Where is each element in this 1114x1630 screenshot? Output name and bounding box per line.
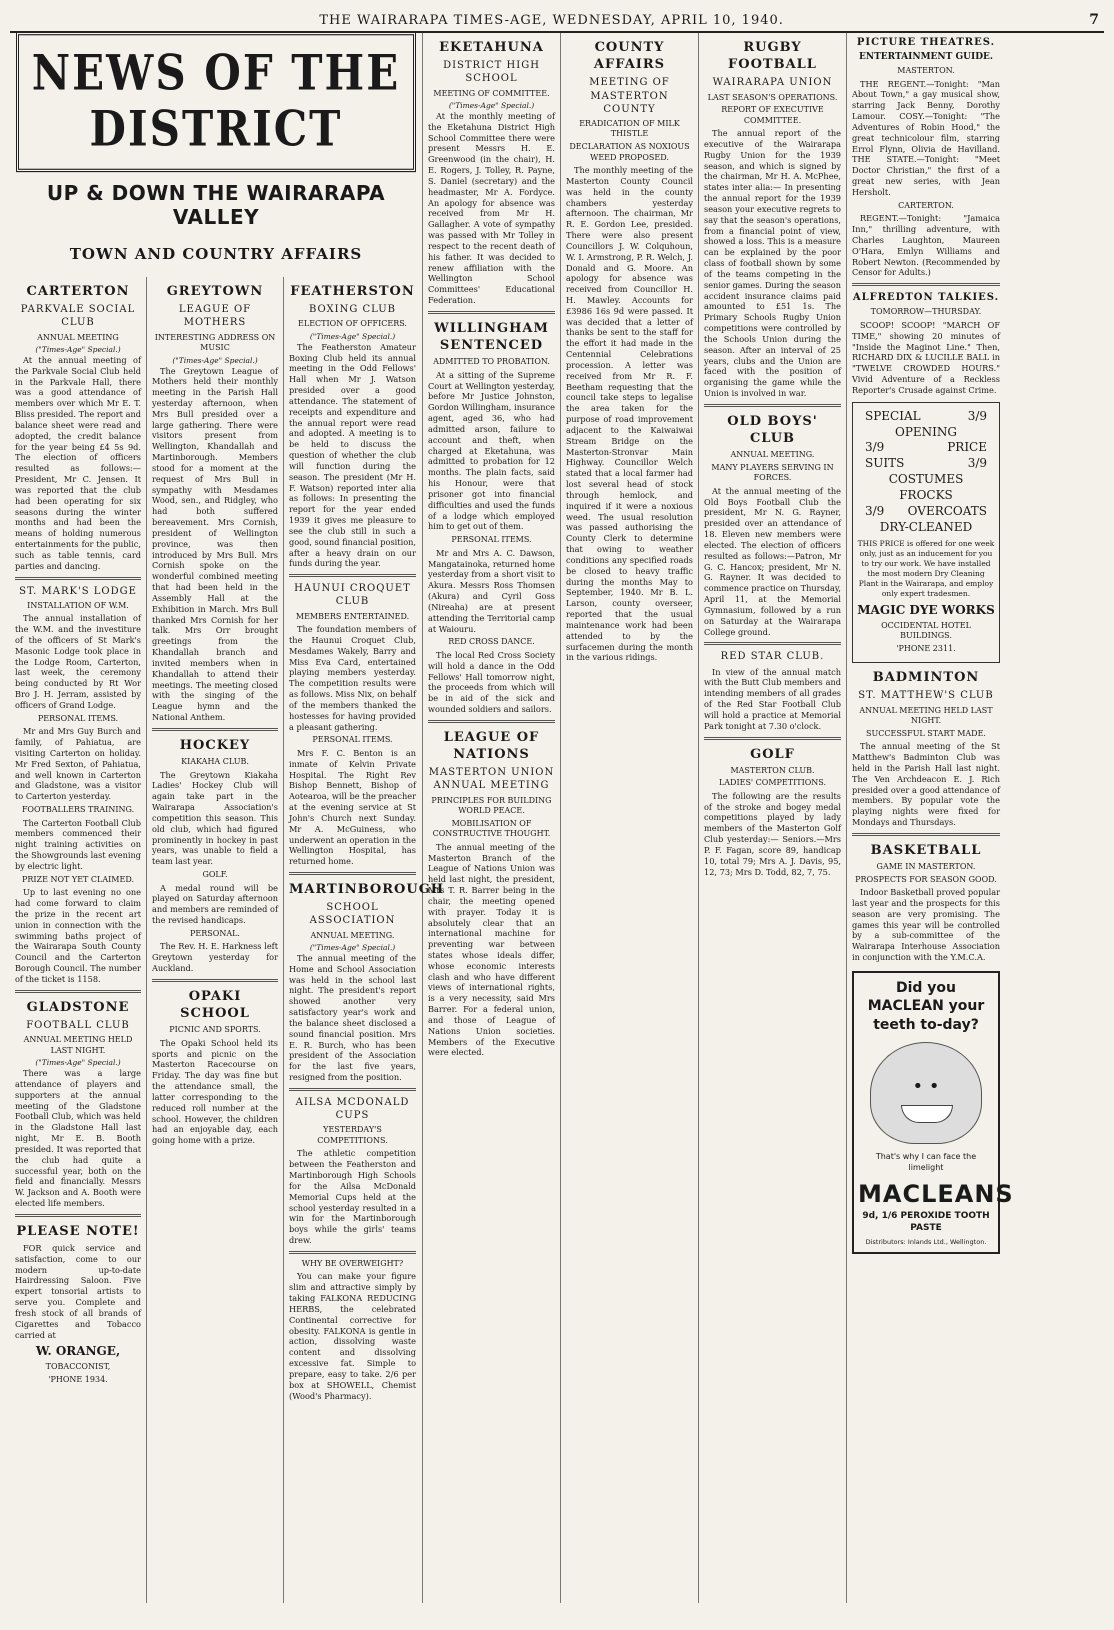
article-subhead: WAIRARAPA UNION (712, 77, 833, 89)
article-subhead: ST. MATTHEW'S CLUB (858, 690, 994, 702)
ad-price: 3/9 (865, 440, 885, 455)
article-headline: PICTURE THEATRES. (856, 37, 996, 48)
article-headline: GOLF (750, 746, 795, 762)
district-news-block (10, 33, 445, 1603)
article-headline: OLD BOYS' CLUB (727, 413, 818, 446)
article-headline: LEAGUE OF NATIONS (443, 729, 540, 762)
article-body: The Greytown Kiakaha Ladies' Hockey Club will again take part in the Wairarapa Association's competition this season. This old club, which had figured prominently in hockey in past years, was unable to field a team last year. (152, 769, 278, 867)
article-subhead: ADMITTED TO PROBATION. (433, 357, 550, 367)
article-headline: HOCKEY (179, 737, 251, 753)
ad-phone: 'PHONE 2311. (896, 643, 956, 653)
article-subhead: GAME IN MASTERTON. (876, 861, 976, 871)
entertainment-column (847, 33, 1014, 1603)
article-headline: HAUNUI CROQUET CLUB (294, 583, 411, 608)
article-body: In view of the annual match with the Butt Club members and intending members of all grades of the Red Star Football Club will hold a practice at Memorial Park tonight at 7.30 o'clock. (704, 666, 841, 731)
place-heading: CARTERTON (26, 284, 130, 299)
article-subhead: ANNUAL MEETING (37, 332, 119, 342)
article-body: SCOOP! SCOOP! "MARCH OF TIME," showing 20 minutes of "Inside the Maginot Line." Then, RICHARD DIX & LUCILLE BALL in "TWELVE CROWDED HOURS." Vivid Adventure of a Reckless Reporter's Crusade against Crime. (852, 319, 1000, 395)
banner-subtitle: UP & DOWN THE WAIRARAPA VALLEY (46, 181, 386, 229)
article-body: The Rev. H. E. Harkness left Greytown yesterday for Auckland. (152, 941, 278, 974)
item-heading: PRIZE NOT YET CLAIMED. (21, 874, 135, 884)
article-subhead: PICNIC AND SPORTS. (169, 1025, 261, 1035)
article-subhead: INTERESTING ADDRESS ON MUSIC (154, 332, 276, 353)
article-headline: FOOTBALL CLUB (26, 1019, 130, 1031)
ad-item: COSTUMES (888, 472, 964, 487)
article-subhead: TOMORROW—THURSDAY. (870, 307, 982, 317)
article-headline: COUNTY AFFAIRS (593, 40, 666, 73)
ad-brand: MACLEANS (858, 1180, 1014, 1209)
article-subhead: YESTERDAY'S COMPETITIONS. (317, 1125, 388, 1145)
ad-address: OCCIDENTAL HOTEL BUILDINGS. (881, 620, 971, 641)
byline: ("Times-Age" Special.) (35, 345, 121, 355)
rugby-column (699, 33, 847, 1603)
article-subhead: LADIES' COMPETITIONS. (718, 778, 827, 788)
ad-item: OVERCOATS (907, 503, 987, 518)
article-body: The annual meeting of the Masterton Branch of the League of Nations Union was held last night, the president, Mrs T. R. Barrer being in the chair, the meeting opened with prayer. Today it is absolutely clear that an international machine for preventing war between states whose ideals differ, whose economic interests clash and who have different views of international rights, is a very necessity, said Mrs Barrer. For a federal union, and those of League of Nations Union societies. Members of the Executive were elected. (428, 841, 555, 1058)
article-subhead: ERADICATION OF MILK THISTLE (579, 118, 680, 139)
article-body: Mr and Mrs Guy Burch and family, of Pahiatua, are visiting Carterton on holiday. Mr Fred Sexton, of Pahiatua, and well known in Carterton and Gladstone, was a visitor to Carterton yesterday. (15, 726, 141, 802)
article-headline: LEAGUE OF MOTHERS (178, 304, 252, 329)
article-body: At the annual meeting of the Old Boys Football Club the president, Mr N. G. Rayner, presided over an attendance of 18. Eleven new members were elected. The election of officers resulted as follows:—Patron, Mr G. C. Hancox; president, Mr N. G. Rayner. It was decided to commence practice on Thursday, April 11, at the Memorial Gymnasium, followed by a run on Saturday at the Wairarapa College ground. (704, 485, 841, 637)
article-body: There was a large attendance of players and supporters at the annual meeting of the Gladstone Football Club, which was held in the Gladstone Hall last night, Mr E. B. Booth presided. It was reported that the club had quite a successful year, both on the field and financially. Messrs W. Jackson and A. Booth were elected life members. (15, 1068, 141, 1209)
ad-price: 3/9 (967, 456, 987, 471)
article-body: The annual installation of the W.M. and the investiture of the officers of St Mark's Masonic Lodge took place in the Lodge Room, Carterton, last week, the ceremony being conducted by Rt Wor Bro J. H. Jerram, assisted by officers of Grand Lodge. (15, 613, 141, 710)
article-subhead: REPORT OF EXECUTIVE COMMITTEE. (721, 105, 824, 125)
ad-body: THIS PRICE is offered for one week only, just as an inducement for you to try our work. We have installed the most modern Dry Cleaning Plant in the Wairarapa, and employ only expert tradesmen. (857, 539, 995, 598)
eketahuna-column (423, 33, 561, 1603)
article-headline: SCHOOL ASSOCIATION (309, 902, 396, 927)
byline: ("Times-Age" Special.) (309, 331, 396, 341)
article-subhead: MASTERTON UNION ANNUAL MEETING (428, 767, 555, 792)
article-body: The Opaki School held its sports and picnic on the Masterton Racecourse on Friday. The day was fine but the attendance small, the latter corresponding to the reduced roll number at the school. However, the children had an enjoyable day, each going home with a prize. (152, 1037, 278, 1146)
page-number: 7 (1089, 12, 1100, 28)
paper-title: THE WAIRARAPA TIMES-AGE, WEDNESDAY, APRIL 10, 1940. (319, 12, 784, 28)
article-subhead: MEETING OF COMMITTEE. (433, 88, 550, 98)
ad-word: SPECIAL (865, 408, 921, 423)
article-subhead: INSTALLATION OF W.M. (27, 600, 129, 610)
article-body: Indoor Basketball proved popular last year and the prospects for this season are very promising. The games this year will be controlled by a sub-committee of the Wairarapa Interhouse Association in conjunction with the Y.M.C.A. (852, 887, 1000, 963)
dye-works-advert (852, 402, 1000, 663)
article-subhead: ANNUAL MEETING HELD LAST NIGHT. (859, 705, 993, 726)
article-headline: AILSA MCDONALD CUPS (295, 1096, 410, 1122)
article-subhead: MASTERTON CLUB. (730, 765, 815, 775)
item-heading: PERSONAL ITEMS. (37, 713, 119, 723)
article-headline: DISTRICT HIGH SCHOOL (443, 60, 540, 85)
advert-body: You can make your figure slim and attractive simply by taking FALKONA REDUCING HERBS, the celebrated Continental corrective for obesity. FALKONA is gentle in action, dissolving waste content and dissolving excessive fat. Simple to prepare, easy to take. 2/6 per box at SHOWELL, Chemist (Wood's Pharmacy). (289, 1271, 416, 1401)
article-body: At a sitting of the Supreme Court at Wellington yesterday, before Mr Justice Johnston, Gordon Willingham, insurance agent, aged 36, who had admitted arson, failure to account and theft, when charged at Eketahuna, was admitted to probation for 12 months. The plain facts, said his Honour, were that prisoner got into financial difficulties and used the funds of a lodge which employed him to get out of them. (428, 369, 555, 532)
article-headline: PARKVALE SOCIAL CLUB (20, 304, 136, 329)
article-body: The Carterton Football Club members commenced their night training activities on the Showgrounds last evening by electric light. (15, 817, 141, 871)
theatre-listings: REGENT.—Tonight: "Jamaica Inn," thrilling adventure, with Charles Laughton, Maureen O'Hara, Emlyn Williams and Robert Newton. (Recommended by Censor for Adults.) (852, 213, 1000, 278)
article-body: The annual report of the executive of the Wairarapa Rugby Union for the 1939 season, and which is signed by the chairman, Mr H. A. McPhee, states inter alia:— In presenting the annual report for the 1939 season your executive regrets to say that the season's operations, from a financial point of view, showed a loss. This is a measure can be explained by the poor class of football shown by some of the teams competing in the senior games. During the season accident insurance claims paid amounted to £51 1s. The Primary Schools Rugby Union competitions were controlled by the Schools Union during the season. After an interval of 25 years, clubs and the Union are faced with the position of organising the game while the Union is involved in war. (704, 128, 841, 399)
ad-item: FROCKS (899, 487, 953, 502)
article-subhead: LAST SEASON'S OPERATIONS. (707, 92, 838, 102)
article-subhead: ENTERTAINMENT GUIDE. (858, 52, 993, 63)
article-subhead: SUCCESSFUL START MADE. (866, 728, 986, 738)
ad-word: OPENING (895, 424, 957, 439)
newspaper-page (10, 10, 1104, 1610)
article-headline: RED STAR CLUB. (720, 651, 825, 663)
article-headline: BASKETBALL (870, 842, 982, 858)
article-subhead: MANY PLAYERS SERVING IN FORCES. (711, 462, 834, 483)
article-body: At the annual meeting of the Parkvale Social Club held in the Parkvale Hall, there was a good attendance of members over which Mr E. T. Bliss presided. The report and balance sheet were read and adopted, the credit balance for the year being £4 5s 9d. The election of officers resulted as follows:—President, Mr C. Jensen. It was reported that the club had been operating for six seasons during the winter months and had been the means of holding numerous entertainments for the public, such as table tennis, card parties and dancing. (15, 354, 141, 571)
ad-word: PRICE (947, 440, 987, 455)
article-body: The Featherston Amateur Boxing Club held its annual meeting in the Odd Fellows' Hall when Mr J. Watson presided over a good attendance. The statement of receipts and expenditure and the annual report were read and adopted. A meeting is to be held to discuss the question of whether the club will function during the season. The president (Mr H. F. Watson) reported inter alia as follows: In presenting the report for the year ended 1939 it gives me pleasure to see the club still in such a good, sound financial position, after a heavy drain on our funds during the year. (289, 341, 416, 569)
article-body: The following are the results of the stroke and bogey medal competitions played by lady members of the Masterton Golf Club yesterday:— Seniors.—Mrs P. F. Fagan, score 89, handicap 10, total 79; Mrs A. J. Davis, 95, 12, 73; Mrs D. Todd, 82, 7, 75. (704, 790, 841, 877)
place-heading: FEATHERSTON (290, 284, 415, 299)
smiling-face-icon (870, 1042, 982, 1144)
article-body: Up to last evening no one had come forward to claim the prize in the recent art union in connection with the swimming baths project of the Wairarapa South County Council and the Carterton Borough Council. The number of the ticket is 1158. (15, 887, 141, 984)
article-body: The monthly meeting of the Masterton County Council was held in the county chambers yesterday afternoon. The chairman, Mr R. E. Gordon Lee, presided. There were also present Councillors J. W. Colquhoun, W. I. Armstrong, P. R. Welch, J. Donald and G. Moore. An apology for absence was received from Councillor H. H. Mawley. Accounts for £3986 16s 9d were passed. It was decided that a letter of thanks be sent to the staff for the effort it had made in the Centennial Celebrations procession. A letter was received from Mr R. F. Beetham requesting that the council take steps to legalise the area taken for the purpose of road improvement adjacent to the Kaiwaiwai Stream Bridge on the Masterton-Stronvar Main Highway. Councillor Welch stated that a local farmer had lost several head of stock through hemlock, and inquired if it were a noxious weed. The usual resolution was passed authorising the County Clerk to determine that owing to weather conditions any specified roads be closed to heavy traffic during the months May to September, 1940. Mr B. L. Larson, county overseer, reported that the usual maintenance work had been attended to by the surfacemen during the month in the various ridings. (566, 165, 693, 663)
place-heading: GREYTOWN (166, 284, 264, 299)
article-subhead: ELECTION OF OFFICERS. (298, 319, 407, 329)
article-body: The foundation members of the Haunui Croquet Club, Mesdames Wakely, Barry and Miss Eva Card, entertained playing members yesterday. The competition results were as follows. Miss Nix, on behalf of the members thanked the hostesses for having provided a pleasant gathering. (289, 624, 416, 732)
article-headline: BOXING CLUB (308, 304, 397, 316)
article-body: Mrs F. C. Benton is an inmate of Kelvin Private Hospital. The Right Rev Bishop Bennett, Bishop of Aotearoa, will be the preacher at the evening service at St John's Church next Sunday. Mr A. McGuiness, who underwent an operation in the Wellington Hospital, has returned home. (289, 747, 416, 867)
ad-tagline: That's why I can face the limelight (875, 1152, 977, 1172)
byline: ("Times-Age" Special.) (172, 355, 258, 365)
article-subhead: MEETING OF MASTERTON COUNTY (589, 77, 670, 115)
item-heading: PERSONAL ITEMS. (312, 735, 393, 745)
advertiser-phone: 'PHONE 1934. (48, 1374, 108, 1384)
article-headline: ST. MARK'S LODGE (19, 585, 137, 597)
article-headline: ALFREDTON TALKIES. (852, 292, 1000, 304)
ad-price: 3/9 (967, 408, 987, 423)
article-subhead: MEMBERS ENTERTAINED. (295, 611, 410, 621)
byline: ("Times-Age" Special.) (35, 1058, 121, 1068)
macleans-advert (852, 971, 1014, 1255)
article-subhead: ANNUAL MEETING. (730, 450, 815, 460)
section-title: TOWN AND COUNTRY AFFAIRS (69, 245, 363, 263)
item-heading: PERSONAL ITEMS. (451, 535, 532, 545)
ad-item: SUITS (865, 456, 905, 471)
ad-question: Did you MACLEAN your teeth to-day? (867, 979, 985, 1033)
article-body: The athletic competition between the Featherston and Martinborough High Schools for the Ailsa McDonald Memorial Cups held at the school yesterday resulted in a win for the Martinborough boys while the girls' teams drew. (289, 1148, 416, 1246)
article-headline: WILLINGHAM SENTENCED (434, 320, 549, 354)
byline: ("Times-Age" Special.) (448, 101, 535, 111)
featherston-column (284, 277, 445, 1603)
byline: ("Times-Age" Special.) (309, 943, 396, 953)
item-heading: FOOTBALLERS TRAINING. (21, 805, 135, 815)
article-subhead: ANNUAL MEETING. (310, 930, 395, 940)
town-heading: CARTERTON. (898, 200, 954, 210)
article-headline: OPAKI SCHOOL (180, 988, 250, 1022)
ad-price: 3/9 (865, 503, 885, 518)
ad-name: MAGIC DYE WORKS (857, 602, 995, 617)
article-subhead: MOBILISATION OF CONSTRUCTIVE THOUGHT. (432, 818, 551, 839)
place-heading: MARTINBOROUGH (289, 882, 445, 898)
article-body: At the monthly meeting of the Eketahuna District High School Committee there were present Messrs H. E. Greenwood (in the chair), H. E. Rogers, J. Tolley, R. Payne, S. Daniel (secretary) and the headmaster, Mr A. Fordyce. An apology for absence was received from Mr H. Gallagher. A vote of sympathy was passed with Mr Tolley in respect to the recent death of his father. It was decided to renew affiliation with the Wellington School Committees' Educational Federation. (428, 110, 555, 306)
article-body: A medal round will be played on Saturday afternoon and members are reminded of the revised handicaps. (152, 882, 278, 926)
carterton-column (10, 277, 147, 1603)
article-subhead: KIAKAHA CLUB. (181, 757, 249, 766)
article-subhead: DECLARATION AS NOXIOUS WEED PROPOSED. (569, 141, 690, 162)
article-subhead: ANNUAL MEETING HELD LAST NIGHT. (23, 1035, 133, 1055)
notice-heading: PLEASE NOTE! (16, 1223, 140, 1239)
ad-product: 9d, 1/6 PEROXIDE TOOTH PASTE (862, 1211, 990, 1233)
article-body: Mr and Mrs A. C. Dawson, Mangatainoka, returned home yesterday from a short visit to Akura. Messrs Ross Thomsen (Akura) and Cyril Goss (Nireaha) are at present attending the Territorial camp at Waiouru. (428, 547, 555, 634)
item-heading: GOLF. (202, 870, 228, 879)
item-heading: RED CROSS DANCE. (448, 637, 535, 647)
theatre-listings: THE REGENT.—Tonight: "Man About Town," a gay musical show, starring Jack Benny, Dorothy Lamour. COSY.—Tonight: "The Adventures of Robin Hood," the great technicolour film, starring Errol Flynn, Olivia de Havilland. THE STATE.—Tonight: "Meet Doctor Christian," the first of a great new series, with Jean Hersholt. (852, 78, 1000, 197)
article-subhead: PRINCIPLES FOR BUILDING WORLD PEACE. (431, 795, 552, 816)
notice-body: FOR quick service and satisfaction, come to our modern up-to-date Hairdressing Saloon. Five expert tonsorial artists to serve you. Complete and fresh stock of all brands of Cigarettes and Tobacco carried at (15, 1243, 141, 1340)
article-headline: BADMINTON (872, 670, 980, 686)
article-body: The annual meeting of the St Matthew's Badminton Club was held in the Parish Hall last night. The Ven Archdeacon E. J. Rich presided over a good attendance of members. By popular vote the playing nights were fixed for Mondays and Thursdays. (852, 741, 1000, 827)
advertiser-name: W. ORANGE, (35, 1344, 121, 1359)
masthead (10, 10, 1104, 33)
article-body: The Greytown League of Mothers held their monthly meeting in the Parish Hall yesterday afternoon, when Mrs Bull presided over a large gathering. There were visitors present from Wellington, Khandallah and Martinborough. Members stood for a moment at the request of Mrs Bull in sympathy with Mesdames Wood, sen., and Ridgley, who had both suffered bereavement. Mrs Cornish, president of Wellington province, was then introduced by Mrs Bull. Mrs Cornish spoke on the wonderful combined meeting that had been held in the Assembly Hall at the Exhibition in March. Mrs Bull thanked Mrs Cornish for her talk. Mrs Orr brought greetings from the Khandallah branch and invited members when in Khandallah to attend their meetings. The meeting closed with the singing of the League hymn and the National Anthem. (152, 365, 278, 723)
article-body: The annual meeting of the Home and School Association was held in the school last night. The president's report showed another very satisfactory year's work and the balance sheet disclosed a sound financial position. Mrs E. R. Burch, who has been president of the Association for the last five years, resigned from the position. (289, 953, 416, 1083)
greytown-column (147, 277, 284, 1603)
article-body: The local Red Cross Society will hold a dance in the Odd Fellows' Hall tomorrow night, the proceeds from which will be in aid of the sick and wounded soldiers and sailors. (428, 649, 555, 715)
ad-distributors: Distributors: Inlands Ltd., Wellington. (865, 1237, 987, 1246)
ad-word: DRY-CLEANED (879, 519, 973, 534)
article-headline: RUGBY FOOTBALL (728, 40, 817, 73)
place-heading: EKETAHUNA (439, 40, 544, 55)
advert-headline: WHY BE OVERWEIGHT? (301, 1258, 404, 1268)
county-column (561, 33, 699, 1603)
article-subhead: PROSPECTS FOR SEASON GOOD. (855, 874, 997, 884)
place-heading: GLADSTONE (26, 999, 130, 1015)
banner-title: NEWS OF THE DISTRICT (16, 32, 416, 172)
town-heading: MASTERTON. (897, 66, 955, 76)
item-heading: PERSONAL. (190, 928, 240, 938)
advertiser-trade: TOBACCONIST, (45, 1362, 111, 1372)
